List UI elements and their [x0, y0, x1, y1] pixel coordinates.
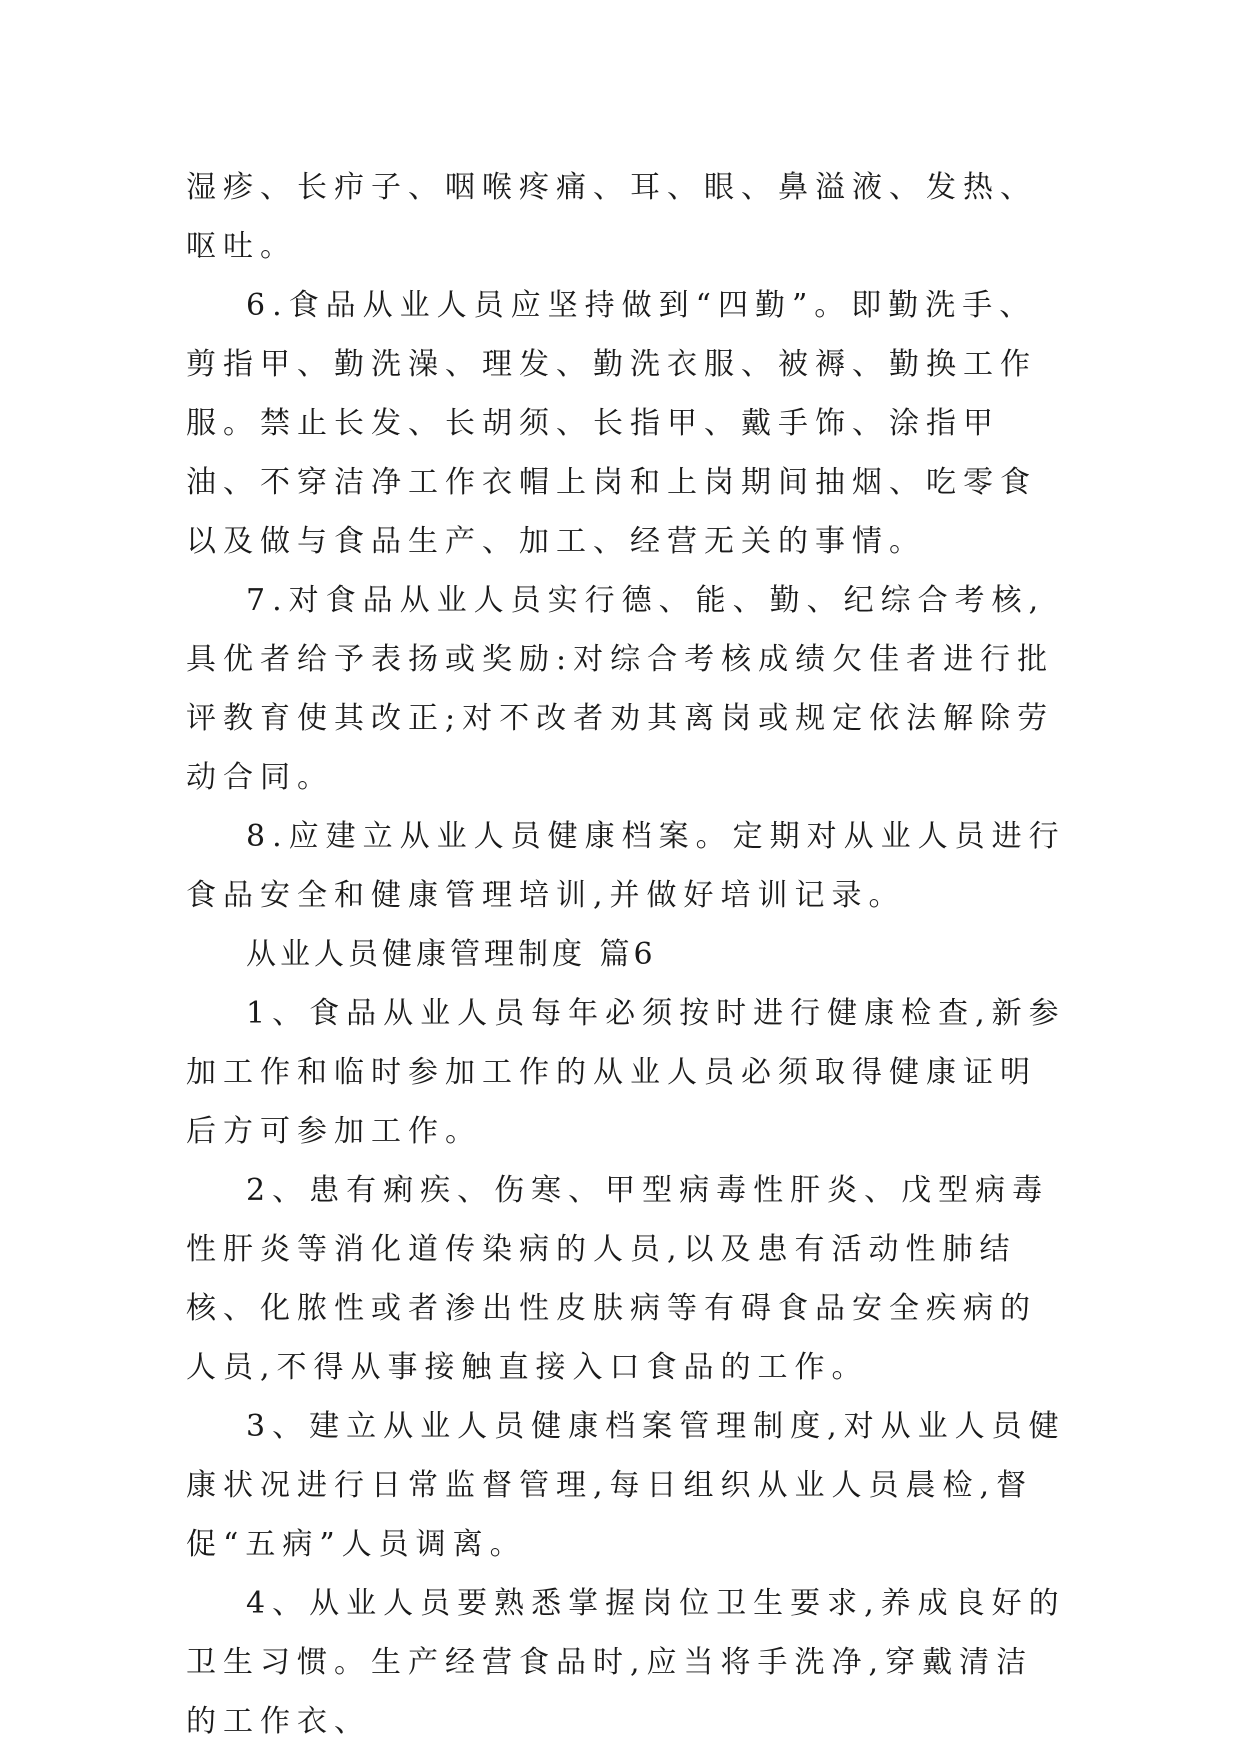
- paragraph-item-2: 2、患有痢疾、伤寒、甲型病毒性肝炎、戊型病毒性肝炎等消化道传染病的人员,以及患有活动性肺结核、化脓性或者渗出性皮肤病等有碍食品安全疾病的人员,不得从事接触直接入口食品的工作。: [186, 1173, 1050, 1385]
- paragraph-item-3: 3、建立从业人员健康档案管理制度,对从业人员健康状况进行日常监督管理,每日组织从业人员晨检,督促“五病”人员调离。: [186, 1409, 1066, 1562]
- paragraph-item-6: 6.食品从业人员应坚持做到“四勤”。即勤洗手、剪指甲、勤洗澡、理发、勤洗衣服、被褥、勤换工作服。禁止长发、长胡须、长指甲、戴手饰、涂指甲油、不穿洁净工作衣帽上岗和上岗期间抽烟、吃零食以及做与食品生产、加工、经营无关的事情。: [186, 288, 1037, 559]
- paragraph-item-7: 7.对食品从业人员实行德、能、勤、纪综合考核,具优者给予表扬或奖励:对综合考核成绩欠佳者进行批评教育使其改正;对不改者劝其离岗或规定依法解除劳动合同。: [186, 583, 1055, 795]
- paragraph-continuation: 湿疹、长疖子、咽喉疼痛、耳、眼、鼻溢液、发热、呕吐。: [186, 170, 1037, 264]
- paragraph-item-4: 4、从业人员要熟悉掌握岗位卫生要求,养成良好的卫生习惯。生产经营食品时,应当将手洗净,穿戴清洁的工作衣、: [186, 1586, 1066, 1739]
- document-body: [186, 158, 1066, 1751]
- section-heading: 从业人员健康管理制度 篇6: [246, 937, 657, 972]
- paragraph-item-8: 8.应建立从业人员健康档案。定期对从业人员进行食品安全和健康管理培训,并做好培训记录。: [186, 819, 1066, 913]
- paragraph-item-1: 1、食品从业人员每年必须按时进行健康检查,新参加工作和临时参加工作的从业人员必须取得健康证明后方可参加工作。: [186, 996, 1066, 1149]
